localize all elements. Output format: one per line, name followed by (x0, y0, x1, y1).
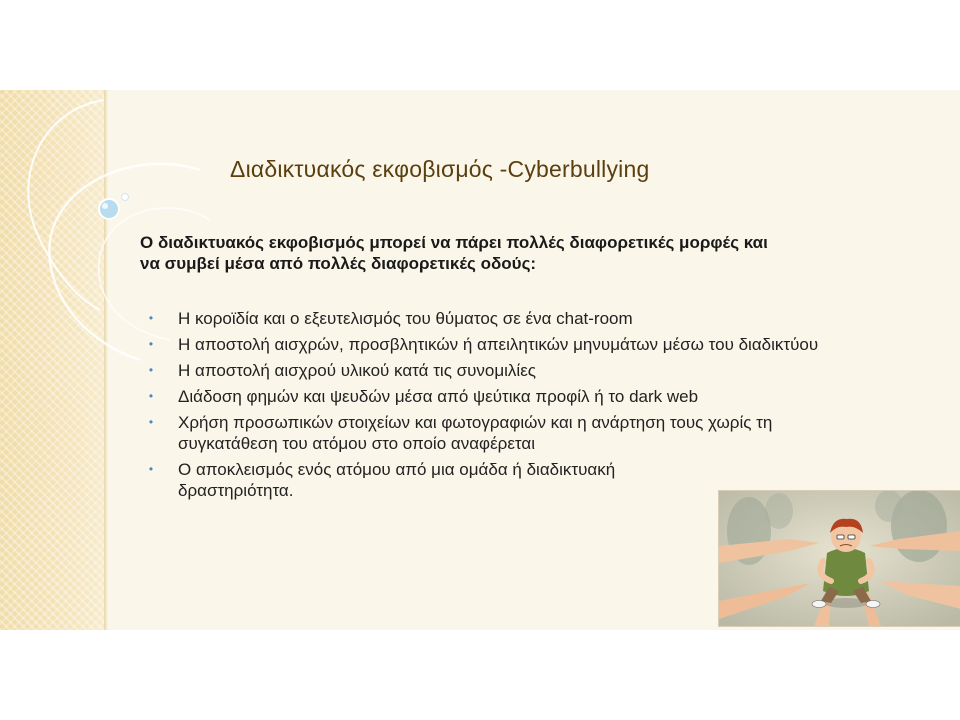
list-item (144, 308, 824, 329)
list-item (144, 334, 824, 355)
list-item (144, 386, 824, 407)
bullet-dot-icon: • (148, 389, 154, 403)
bullet-dot-icon: • (148, 337, 154, 351)
bullet-text: Η κοροϊδία και ο εξευτελισμός του θύματος σε ένα chat-room (178, 309, 633, 328)
bullet-text: Η αποστολή αισχρού υλικού κατά τις συνομιλίες (178, 361, 536, 380)
bullet-text: Ο αποκλεισμός ενός ατόμου από μια ομάδα ή διαδικτυακή δραστηριότητα. (178, 460, 616, 500)
bullet-dot-icon: • (148, 415, 154, 429)
list-item (144, 412, 824, 454)
bullet-dot-icon: • (148, 462, 154, 476)
bullet-dot-icon: • (148, 363, 154, 377)
list-item (144, 459, 698, 501)
bullet-text: Διάδοση φημών και ψευδών μέσα από ψεύτικα προφίλ ή το dark web (178, 387, 699, 406)
cyberbullying-illustration (718, 490, 960, 627)
slide-title: Διαδικτυακός εκφοβισμός -Cyberbullying (230, 156, 650, 182)
bullet-text: Χρήση προσωπικών στοιχείων και φωτογραφιών και η ανάρτηση τους χωρίς τη συγκατάθεση του ατόμου στο οποίο αναφέρεται (178, 413, 773, 453)
slide (0, 90, 960, 630)
list-item (144, 360, 824, 381)
bullet-list (144, 308, 824, 506)
intro-text: Ο διαδικτυακός εκφοβισμός μπορεί να πάρει πολλές διαφορετικές μορφές και να συμβεί μέσα από πολλές διαφορετικές οδούς: (140, 233, 768, 273)
bullet-text: Η αποστολή αισχρών, προσβλητικών ή απειλητικών μηνυμάτων μέσω του διαδικτύου (178, 335, 819, 354)
bullet-dot-icon: • (148, 311, 154, 325)
